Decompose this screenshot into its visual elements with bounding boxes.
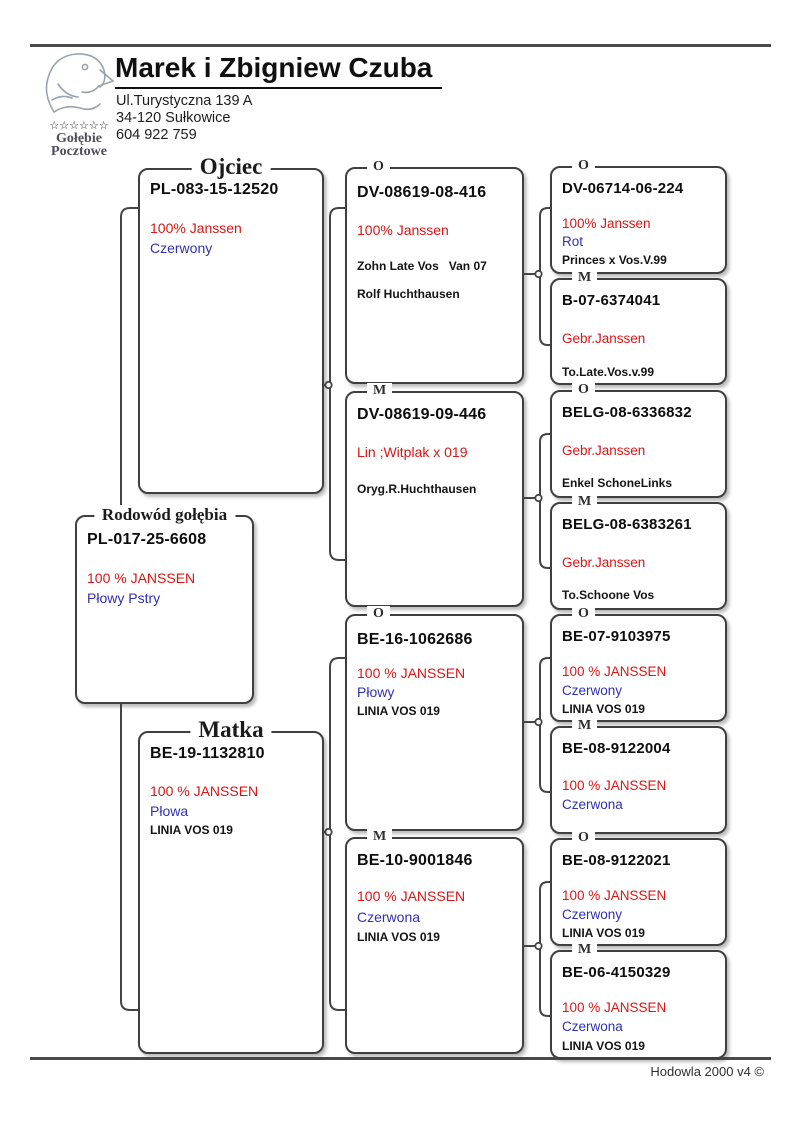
note-label: LINIA VOS 019 [562,926,645,940]
ring-number: BE-08-9122021 [562,852,671,869]
color-label: Czerwony [150,240,213,256]
note-label: LINIA VOS 019 [562,702,645,716]
pedigree-box-ggp-3 [550,382,727,498]
strain-label: 100 % JANSSEN [87,570,196,586]
address-line-1: Ul.Turystyczna 139 A [116,93,253,109]
sex-label: O [367,159,390,175]
ring-number: BE-06-4150329 [562,964,671,981]
logo-stars: ☆☆☆☆☆☆ [49,120,109,132]
pedigree-box-gp-2 [345,383,524,607]
note-label: LINIA VOS 019 [357,930,440,944]
ring-number: BE-07-9103975 [562,628,671,645]
pedigree-box-ggp-8 [550,942,727,1059]
pedigree-box-gp-3 [345,606,524,831]
color-label: Czerwony [562,907,623,922]
ring-number: B-07-6374041 [562,292,661,309]
note-label: Enkel SchoneLinks [562,476,673,490]
note-label: LINIA VOS 019 [357,704,440,718]
note-label: LINIA VOS 019 [150,823,233,837]
pedigree-box-ggp-4 [550,494,727,610]
pedigree-box-ggp-1 [550,158,727,274]
color-label: Płowy [357,684,395,700]
note-label: To.Schoone Vos [562,588,655,602]
phone-number: 604 922 759 [116,127,197,143]
sex-label: M [572,942,597,958]
color-label: Czerwona [357,909,421,925]
address-line-2: 34-120 Sułkowice [116,110,231,126]
sex-label: O [367,606,390,622]
strain-label: 100 % JANSSEN [357,665,466,681]
note-label: Rolf Huchthausen [357,287,460,301]
strain-label: Gebr.Janssen [562,331,646,346]
strain-label: 100 % JANSSEN [150,783,259,799]
pedigree-box-ggp-2 [550,270,727,385]
ring-number: DV-08619-08-416 [357,184,487,201]
strain-label: 100 % JANSSEN [357,888,466,904]
pedigree-box-ggp-6 [550,718,727,834]
ring-number: DV-06714-06-224 [562,180,684,197]
ring-number: PL-083-15-12520 [150,181,279,198]
sex-label: M [367,829,392,845]
pedigree-box-father [138,154,324,494]
color-label: Czerwony [562,683,623,698]
sex-label: O [572,606,595,622]
strain-label: 100% Janssen [357,222,449,238]
box-title: Rodowód gołębia [94,505,235,525]
color-label: Rot [562,234,584,249]
strain-label: 100% Janssen [562,216,651,231]
breeder-name: Marek i Zbigniew Czuba [115,52,442,89]
logo-text-line1: Gołębie [56,131,102,146]
ring-number: BE-16-1062686 [357,631,473,648]
pedigree-box-mother [138,717,324,1054]
strain-label: 100% Janssen [150,220,242,236]
sex-label: M [572,718,597,734]
pedigree-box-gp-4 [345,829,524,1054]
pedigree-box-ggp-5 [550,606,727,722]
strain-label: Gebr.Janssen [562,443,646,458]
ring-number: BE-08-9122004 [562,740,671,757]
sex-label: M [367,383,392,399]
ring-number: BE-10-9001846 [357,852,473,869]
color-label: Płowy Pstry [87,590,161,606]
sex-label: O [572,830,595,846]
note-label: Zohn Late Vos Van 07 [357,259,487,273]
pedigree-box-subject [75,505,254,704]
strain-label: 100 % JANSSEN [562,664,667,679]
strain-label: 100 % JANSSEN [562,778,667,793]
logo-text-line2: Pocztowe [51,144,107,159]
note-label: Princes x Vos.V.99 [562,253,667,267]
ring-number: BELG-08-6383261 [562,516,692,533]
box-title: Matka [190,717,271,743]
footer-brand: Hodowla 2000 v4 © [650,1064,764,1079]
color-label: Czerwona [562,1019,623,1034]
sex-label: O [572,158,595,174]
note-label: LINIA VOS 019 [562,1039,645,1053]
sex-label: O [572,382,595,398]
strain-label: Gebr.Janssen [562,555,646,570]
sex-label: M [572,270,597,286]
pedigree-box-gp-1 [345,159,524,384]
strain-label: Lin ;Witplak x 019 [357,444,468,460]
strain-label: 100 % JANSSEN [562,1000,667,1015]
pedigree-box-ggp-7 [550,830,727,946]
box-title: Ojciec [192,154,271,180]
ring-number: BE-19-1132810 [150,745,265,762]
ring-number: BELG-08-6336832 [562,404,692,421]
note-label: Oryg.R.Huchthausen [357,482,477,496]
note-label: To.Late.Vos.v.99 [562,365,655,379]
ring-number: DV-08619-09-446 [357,406,487,423]
strain-label: 100 % JANSSEN [562,888,667,903]
color-label: Czerwona [562,797,623,812]
sex-label: M [572,494,597,510]
ring-number: PL-017-25-6608 [87,531,207,548]
color-label: Płowa [150,803,189,819]
